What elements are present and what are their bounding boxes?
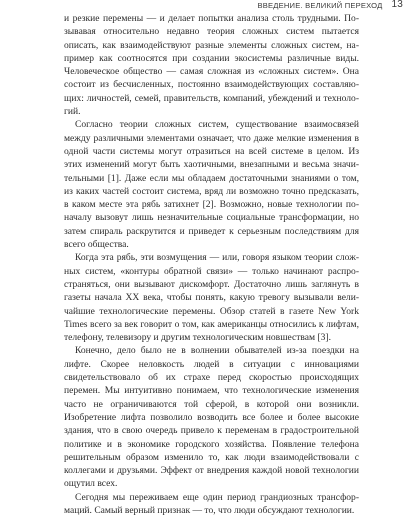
paragraph: Конечно, дело было не в волнении обывателей из-за поездки на лифте. Скорее неловкость людей в ситуации с инновациями свидетельствовало об их страхе перед скоростью происходящих перемен. Мы интуитивно понимаем, что технологические изменения часто не ограничиваются той сферой, в которой они возникли. Изобретение лифта позволило возводить все более и более высокие здания, что в свою очередь привело к переменам в градостроительной политике и в экономике городского хозяйства. Появление телефона решительным образом изменило то, как люди взаимодействовали с коллегами и друзьями. Эффект от внедрения каждой новой технологии ощутил всех.	[64, 345, 359, 490]
body-text	[64, 12, 359, 517]
page-number: 13	[391, 0, 403, 10]
paragraph-continued: и резкие перемены — и делает попытки анализа столь трудными. Позывавая относительно недавно теория сложных систем пытается описать, как взаимодействуют разные элементы сложных систем, например как соотносятся при создании экосистемы различные виды. Человеческое общество — самая сложная из «сложных систем». Она состоит из бесчисленных, постоянно взаимодействующих составляющих: личностей, семей, правительств, компаний, убеждений и технологий.	[64, 13, 359, 118]
paragraph: Когда эта рябь, эти возмущения — или, говоря языком теории сложных систем, «контуры обратной связи» — только начинают распространяться, они вызывают дискомфорт. Достаточно лишь заглянуть в газеты начала XX века, чтобы понять, какую тревогу вызывали величайшие технологические перемены. Обзор статей в газете New York Times всего за век говорит о том, как американцы относились к лифтам, телефону, телевизору и другим технологическим новшествам [3].	[64, 252, 359, 344]
running-header	[64, 0, 403, 12]
running-header-section-title: ВВЕДЕНИЕ. ВЕЛИКИЙ ПЕРЕХОД	[257, 1, 383, 10]
paragraph: Сегодня мы переживаем еще один период грандиозных трансформаций. Самый верный признак — то, что люди обсуждают технологии.	[64, 491, 359, 516]
paragraph: Согласно теории сложных систем, существование взаимосвязей между различными элементами означает, что даже мелкие изменения в одной части системы могут отразиться на всей системе в целом. Из этих изменений могут быть хаотичными, внезапными и весьма значительными [1]. Даже если мы обладаем достаточными знаниями о том, из каких частей состоит система, вряд ли возможно точно предсказать, в каком месте эта рябь затихнет [2]. Возможно, новые технологии поначалу вызовут лишь незначительные социальные трансформации, но затем спираль раскрутится и приведет к серьезным последствиям для всего общества.	[64, 119, 359, 251]
